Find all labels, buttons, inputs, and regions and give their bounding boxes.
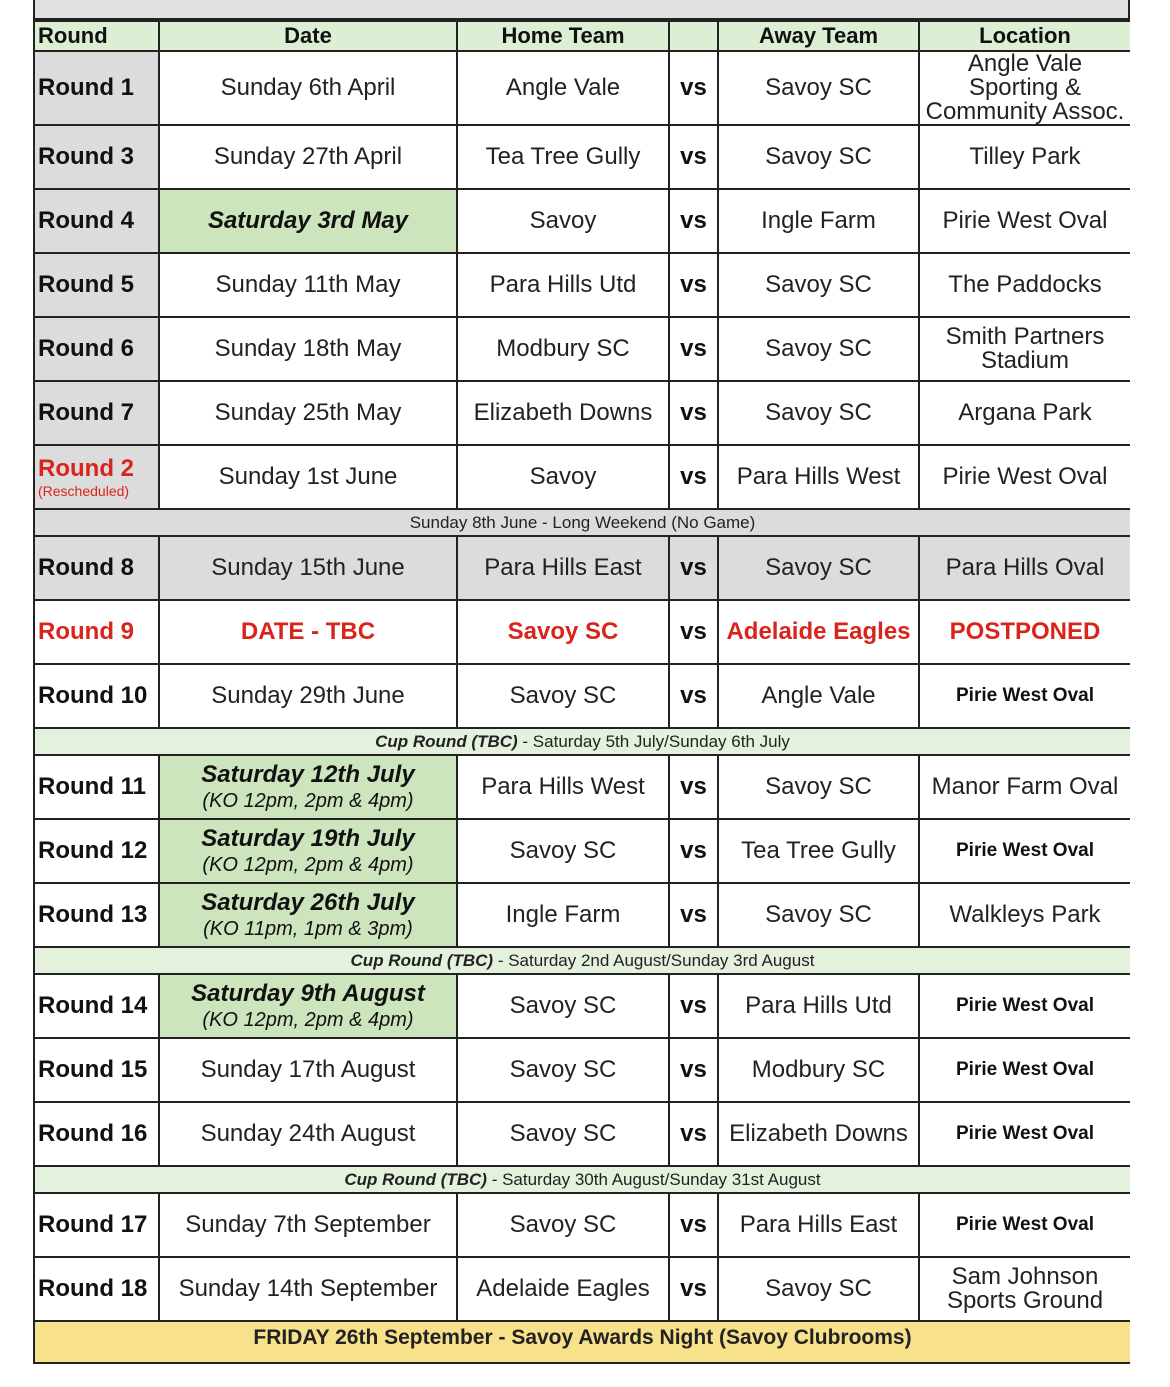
date-cell: Sunday 27th April: [159, 125, 457, 189]
home-team-cell: Angle Vale: [457, 51, 669, 125]
cup-round-note: [34, 947, 1130, 974]
vs-cell: vs: [669, 189, 718, 253]
kickoff-times: (KO 12pm, 2pm & 4pm): [202, 1009, 414, 1031]
vs-cell: vs: [669, 883, 718, 947]
vs-cell: vs: [669, 445, 718, 509]
fixture-row: [34, 317, 1130, 381]
location-cell: Pirie West Oval: [919, 1193, 1130, 1257]
date-cell: Sunday 14th September: [159, 1257, 457, 1321]
date-cell: [159, 974, 457, 1038]
location-cell: Pirie West Oval: [919, 445, 1130, 509]
away-team-cell: Savoy SC: [718, 883, 919, 947]
top-strip: [33, 0, 1130, 20]
round-cell: Round 13: [34, 883, 159, 947]
fixture-row: [34, 1257, 1130, 1321]
date-cell: Sunday 17th August: [159, 1038, 457, 1102]
header-home-team: Home Team: [457, 21, 669, 51]
home-team-cell: Ingle Farm: [457, 883, 669, 947]
awards-night-row: [34, 1321, 1130, 1363]
date-cell: Sunday 15th June: [159, 536, 457, 600]
away-team-cell: Para Hills East: [718, 1193, 919, 1257]
date-label: Saturday 26th July: [201, 889, 415, 916]
round-cell: Round 15: [34, 1038, 159, 1102]
fixture-row: [34, 1038, 1130, 1102]
vs-cell: vs: [669, 253, 718, 317]
location-cell: The Paddocks: [919, 253, 1130, 317]
round-cell: Round 16: [34, 1102, 159, 1166]
cup-round-row: [34, 1166, 1130, 1193]
home-team-cell: Savoy SC: [457, 974, 669, 1038]
header-round: Round: [34, 21, 159, 51]
vs-cell: vs: [669, 1102, 718, 1166]
away-team-cell: Savoy SC: [718, 125, 919, 189]
fixture-row: [34, 664, 1130, 728]
away-team-cell: Savoy SC: [718, 317, 919, 381]
date-label: Saturday 19th July: [201, 825, 415, 852]
home-team-cell: Adelaide Eagles: [457, 1257, 669, 1321]
location-cell: Argana Park: [919, 381, 1130, 445]
away-team-cell: Savoy SC: [718, 536, 919, 600]
round-cell: Round 14: [34, 974, 159, 1038]
kickoff-times: (KO 12pm, 2pm & 4pm): [202, 854, 414, 876]
rescheduled-note: (Rescheduled): [38, 483, 130, 499]
fixture-sheet: [33, 0, 1130, 1387]
kickoff-times: (KO 12pm, 2pm & 4pm): [202, 790, 414, 812]
round-cell: Round 8: [34, 536, 159, 600]
round-cell: Round 12: [34, 819, 159, 883]
round-cell: Round 10: [34, 664, 159, 728]
away-team-cell: Para Hills West: [718, 445, 919, 509]
vs-cell: vs: [669, 1038, 718, 1102]
home-team-cell: Elizabeth Downs: [457, 381, 669, 445]
date-cell: Sunday 29th June: [159, 664, 457, 728]
round-label: Round 2: [38, 455, 134, 482]
vs-cell: vs: [669, 600, 718, 664]
fixture-row: [34, 125, 1130, 189]
round-cell: Round 17: [34, 1193, 159, 1257]
home-team-cell: Savoy: [457, 445, 669, 509]
away-team-cell: Tea Tree Gully: [718, 819, 919, 883]
cup-round-row: [34, 947, 1130, 974]
vs-cell: vs: [669, 381, 718, 445]
home-team-cell: Modbury SC: [457, 317, 669, 381]
date-cell: DATE - TBC: [159, 600, 457, 664]
away-team-cell: Elizabeth Downs: [718, 1102, 919, 1166]
home-team-cell: Tea Tree Gully: [457, 125, 669, 189]
fixture-row: [34, 600, 1130, 664]
location-cell: Walkleys Park: [919, 883, 1130, 947]
fixture-row: [34, 536, 1130, 600]
vs-cell: vs: [669, 819, 718, 883]
away-team-cell: Angle Vale: [718, 664, 919, 728]
round-cell: Round 9: [34, 600, 159, 664]
date-cell: Sunday 1st June: [159, 445, 457, 509]
vs-cell: vs: [669, 51, 718, 125]
location-cell: Pirie West Oval: [919, 664, 1130, 728]
away-team-cell: Para Hills Utd: [718, 974, 919, 1038]
fixture-row: [34, 1102, 1130, 1166]
vs-cell: vs: [669, 1193, 718, 1257]
fixture-row: [34, 253, 1130, 317]
home-team-cell: Para Hills East: [457, 536, 669, 600]
date-cell: Sunday 11th May: [159, 253, 457, 317]
round-cell: Round 6: [34, 317, 159, 381]
header-row: [34, 21, 1130, 51]
date-cell: Sunday 18th May: [159, 317, 457, 381]
vs-cell: vs: [669, 1257, 718, 1321]
location-cell: Smith Partners Stadium: [919, 317, 1130, 381]
vs-cell: vs: [669, 536, 718, 600]
cup-round-row: [34, 728, 1130, 755]
header-date: Date: [159, 21, 457, 51]
away-team-cell: Ingle Farm: [718, 189, 919, 253]
cup-round-dates: - Saturday 2nd August/Sunday 3rd August: [493, 950, 815, 970]
separator-row: [34, 509, 1130, 536]
cup-round-dates: - Saturday 5th July/Sunday 6th July: [517, 731, 790, 751]
cup-round-label: Cup Round (TBC): [350, 950, 494, 970]
fixture-row: [34, 381, 1130, 445]
round-cell: Round 3: [34, 125, 159, 189]
round-cell: Round 11: [34, 755, 159, 819]
away-team-cell: Savoy SC: [718, 51, 919, 125]
away-team-cell: Modbury SC: [718, 1038, 919, 1102]
round-cell: [34, 445, 159, 509]
location-cell: Angle Vale Sporting & Community Assoc.: [919, 51, 1130, 125]
header-vs: [669, 21, 718, 51]
date-cell: Sunday 24th August: [159, 1102, 457, 1166]
date-cell: Sunday 25th May: [159, 381, 457, 445]
vs-cell: vs: [669, 317, 718, 381]
round-cell: Round 4: [34, 189, 159, 253]
away-team-cell: Savoy SC: [718, 1257, 919, 1321]
round-cell: Round 5: [34, 253, 159, 317]
date-cell: Sunday 6th April: [159, 51, 457, 125]
cup-round-label: Cup Round (TBC): [344, 1169, 487, 1189]
home-team-cell: Savoy SC: [457, 1038, 669, 1102]
round-cell: Round 18: [34, 1257, 159, 1321]
fixture-row: [34, 189, 1130, 253]
home-team-cell: Savoy SC: [457, 1102, 669, 1166]
date-cell: Saturday 3rd May: [159, 189, 457, 253]
away-team-cell: Savoy SC: [718, 755, 919, 819]
no-game-note: Sunday 8th June - Long Weekend (No Game): [34, 509, 1130, 536]
kickoff-times: (KO 11pm, 1pm & 3pm): [203, 918, 413, 940]
fixture-row: [34, 819, 1130, 883]
awards-night-banner: FRIDAY 26th September - Savoy Awards Night (Savoy Clubrooms): [34, 1321, 1130, 1363]
date-cell: [159, 883, 457, 947]
location-cell: Manor Farm Oval: [919, 755, 1130, 819]
cup-round-dates: - Saturday 30th August/Sunday 31st August: [486, 1169, 821, 1189]
home-team-cell: Savoy SC: [457, 1193, 669, 1257]
fixture-row: [34, 51, 1130, 125]
fixture-row: [34, 445, 1130, 509]
location-cell: Pirie West Oval: [919, 974, 1130, 1038]
away-team-cell: Adelaide Eagles: [718, 600, 919, 664]
date-cell: Sunday 7th September: [159, 1193, 457, 1257]
home-team-cell: Savoy SC: [457, 819, 669, 883]
home-team-cell: Savoy SC: [457, 664, 669, 728]
home-team-cell: Savoy SC: [457, 600, 669, 664]
vs-cell: vs: [669, 755, 718, 819]
fixture-row: [34, 1193, 1130, 1257]
header-away-team: Away Team: [718, 21, 919, 51]
round-cell: Round 1: [34, 51, 159, 125]
location-cell: Pirie West Oval: [919, 189, 1130, 253]
cup-round-note: [34, 1166, 1130, 1193]
location-cell: Pirie West Oval: [919, 1102, 1130, 1166]
date-label: Saturday 9th August: [191, 980, 425, 1007]
location-cell: Para Hills Oval: [919, 536, 1130, 600]
cup-round-label: Cup Round (TBC): [375, 731, 518, 751]
vs-cell: vs: [669, 664, 718, 728]
date-cell: [159, 819, 457, 883]
home-team-cell: Savoy: [457, 189, 669, 253]
fixture-row: [34, 755, 1130, 819]
fixture-row: [34, 974, 1130, 1038]
location-cell: Tilley Park: [919, 125, 1130, 189]
date-label: Saturday 12th July: [201, 761, 415, 788]
cup-round-note: [34, 728, 1130, 755]
location-cell: Pirie West Oval: [919, 1038, 1130, 1102]
fixture-table: [33, 20, 1130, 1364]
vs-cell: vs: [669, 974, 718, 1038]
home-team-cell: Para Hills West: [457, 755, 669, 819]
header-location: Location: [919, 21, 1130, 51]
date-cell: [159, 755, 457, 819]
vs-cell: vs: [669, 125, 718, 189]
away-team-cell: Savoy SC: [718, 381, 919, 445]
away-team-cell: Savoy SC: [718, 253, 919, 317]
location-cell: Pirie West Oval: [919, 819, 1130, 883]
location-cell: Sam Johnson Sports Ground: [919, 1257, 1130, 1321]
fixture-row: [34, 883, 1130, 947]
home-team-cell: Para Hills Utd: [457, 253, 669, 317]
round-cell: Round 7: [34, 381, 159, 445]
location-cell: POSTPONED: [919, 600, 1130, 664]
